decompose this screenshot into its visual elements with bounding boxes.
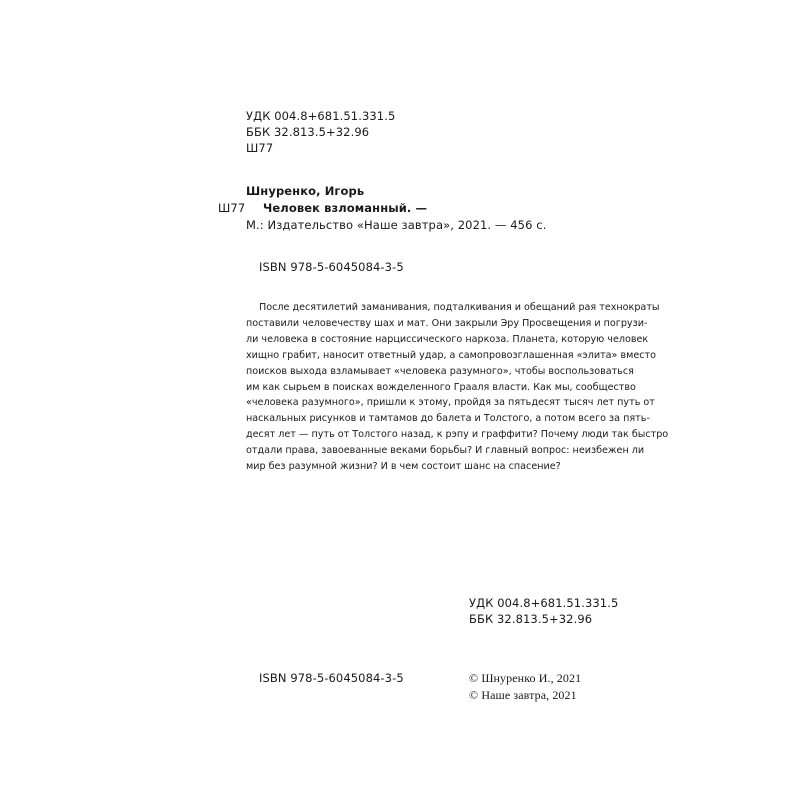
udk-bottom: УДК 004.8+681.51.331.5 [469,596,619,610]
bbk-top: ББК 32.813.5+32.96 [246,125,370,139]
annotation-line: им как сырьем в поисках вожделенного Грааля власти. Как мы, сообщество [246,381,636,393]
annotation-line: поставили человечеству шах и мат. Они закрыли Эру Просвещения и погрузи- [246,317,648,329]
annotation-paragraph [246,300,669,475]
isbn-footer: ISBN 978-5-6045084-3-5 [259,671,404,685]
author-mark-card: Ш77 [218,201,246,215]
annotation-line: десят лет — путь от Толстого назад, к рэпу и граффити? Почему люди так быстро [246,429,669,441]
annotation-line: наскальных рисунков и тамтамов до балета и Толстого, а потом всего за пять- [246,413,650,425]
annotation-line: поисков выхода взламывает «человека разумного», чтобы воспользоваться [246,365,634,377]
isbn-card: ISBN 978-5-6045084-3-5 [259,260,404,274]
imprint-info: М.: Издательство «Наше завтра», 2021. — 456 с. [246,218,547,232]
annotation-line: «человека разумного», пришли к этому, пройдя за пятьдесят тысяч лет путь от [246,397,655,409]
author-mark-top: Ш77 [246,141,274,155]
copyright-author: © Шнуренко И., 2021 [469,671,582,685]
annotation-line: После десятилетий заманивания, подталкивания и обещаний рая технократы [259,302,660,313]
annotation-line: отдали права, завоеванные веками борьбы? И главный вопрос: неизбежен ли [246,445,645,457]
annotation-line: ли человека в состояние нарциссического наркоза. Планета, которую человек [246,333,649,345]
book-title: Человек взломанный. — [263,201,428,215]
annotation-line: мир без разумной жизни? И в чем состоит шанс на спасение? [246,461,561,473]
udk-top: УДК 004.8+681.51.331.5 [246,109,396,123]
copyright-publisher: © Наше завтра, 2021 [469,688,577,702]
bbk-bottom: ББК 32.813.5+32.96 [469,612,593,626]
author-name: Шнуренко, Игорь [246,184,365,198]
annotation-line: хищно грабит, наносит ответный удар, а самопровозглашенная «элита» вместо [246,349,656,361]
